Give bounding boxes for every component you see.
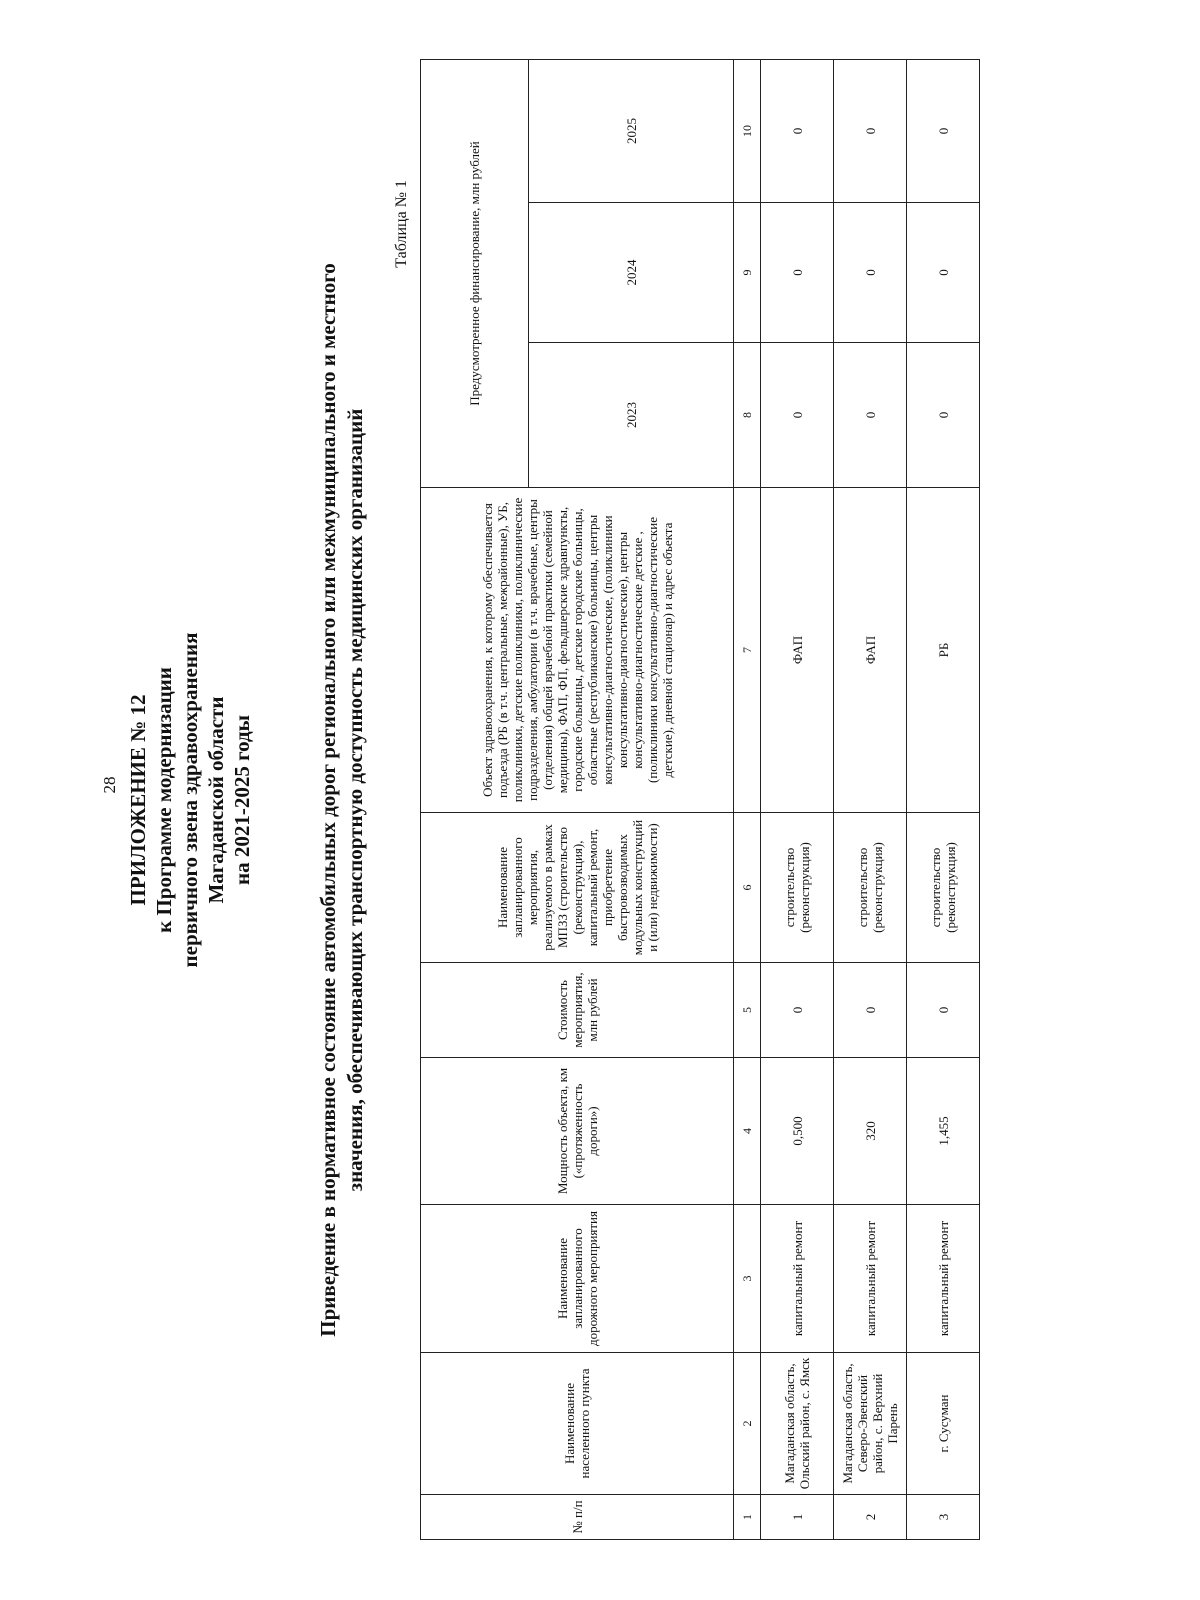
table-row (907, 59, 980, 1539)
title-line-2: значения, обеспечивающих транспортную доступность медицинских организаций (343, 408, 367, 1192)
cell-facility: ФАП (834, 488, 907, 813)
appendix-line: первичного звена здравоохранения (178, 632, 202, 968)
cell-2024: 0 (761, 203, 834, 343)
cell-num: 1 (761, 1495, 834, 1540)
cell-2025: 0 (907, 59, 980, 202)
document-sheet (0, 40, 1080, 1560)
cell-num: 2 (834, 1495, 907, 1540)
column-number: 3 (734, 1205, 761, 1353)
cell-road-activity: капитальный ремонт (834, 1205, 907, 1353)
cell-2023: 0 (761, 343, 834, 488)
appendix-line: Магаданской области (204, 696, 228, 904)
cell-settlement: г. Сусуман (907, 1353, 980, 1495)
cell-cost: 0 (761, 963, 834, 1058)
cell-cost: 0 (907, 963, 980, 1058)
appendix-line: на 2021-2025 годы (230, 714, 254, 886)
header-cell-year: 2024 (529, 203, 734, 343)
cell-2024: 0 (907, 203, 980, 343)
header-cell-funding: Предусмотренное финансирование, млн рублей (421, 59, 529, 487)
cell-2023: 0 (834, 343, 907, 488)
header-cell-capacity: Мощность объекта, км («протяженность дороги») (421, 1058, 734, 1205)
column-number: 9 (734, 203, 761, 343)
column-number: 6 (734, 813, 761, 963)
cell-num: 3 (907, 1495, 980, 1540)
roads-table (420, 59, 980, 1540)
cell-capacity: 0,500 (761, 1058, 834, 1205)
column-number: 5 (734, 963, 761, 1058)
column-number: 4 (734, 1058, 761, 1205)
column-number-row (734, 59, 761, 1539)
table-row (834, 59, 907, 1539)
header-cell-year: 2023 (529, 343, 734, 488)
header-cell-mpzz-activity: Наименование запланированного мероприятия, реализуемого в рамках МПЗЗ (строительство (реконструкция), капитальный ремонт, приобретение быстровозводимых модульных конструкций и (или) недвижимости) (421, 813, 734, 963)
header-cell-num: № п/п (421, 1495, 734, 1540)
header-cell-year: 2025 (529, 59, 734, 202)
title-line-1: Приведение в нормативное состояние автомобильных дорог регионального или межмуниципального и местного (316, 263, 340, 1337)
appendix-line: ПРИЛОЖЕНИЕ № 12 (126, 694, 150, 906)
cell-road-activity: капитальный ремонт (907, 1205, 980, 1353)
page-number: 28 (100, 776, 119, 794)
table-header-row (421, 59, 529, 1539)
cell-cost: 0 (834, 963, 907, 1058)
appendix-line: к Программе модернизации (152, 667, 176, 933)
cell-settlement: Магаданская область, Ольский район, с. Ямск (761, 1353, 834, 1495)
cell-mpzz-activity: строительство (реконструкция) (907, 813, 980, 963)
appendix-header (125, 40, 255, 1560)
cell-2025: 0 (761, 59, 834, 202)
cell-settlement: Магаданская область, Северо-Эвенский район, с. Верхний Парень (834, 1353, 907, 1495)
document-title (315, 100, 369, 1500)
header-cell-road-activity: Наименование запланированного дорожного мероприятия (421, 1205, 734, 1353)
column-number: 1 (734, 1495, 761, 1540)
column-number: 2 (734, 1353, 761, 1495)
cell-capacity: 1,455 (907, 1058, 980, 1205)
cell-facility: ФАП (761, 488, 834, 813)
column-number: 7 (734, 488, 761, 813)
table-row (761, 59, 834, 1539)
cell-mpzz-activity: строительство (реконструкция) (834, 813, 907, 963)
cell-mpzz-activity: строительство (реконструкция) (761, 813, 834, 963)
cell-facility: РБ (907, 488, 980, 813)
cell-capacity: 320 (834, 1058, 907, 1205)
header-cell-settlement: Наименование населенного пункта (421, 1353, 734, 1495)
cell-2024: 0 (834, 203, 907, 343)
cell-2023: 0 (907, 343, 980, 488)
header-cell-facility: Объект здравоохранения, к которому обеспечивается подъезда (РБ (в т.ч. центральные, межрайонные), УБ, поликлиники, детские поликлиники, поликлинические подразделения, амбулатории (в т.ч. врачебные, центры (отделения) общей врачебной практики (семейной медицины), ФАП, ФП, фельдшерские здравпункты, городские больницы, детские городские больницы, областные (республиканские) больницы, центры консультативно-диагностические, (поликлиники консультативно-диагностические), центры консультативно-диагностические детские , (поликлиники консультативно-диагностические детские), дневной стационар) и адрес объекта (421, 488, 734, 813)
column-number: 10 (734, 59, 761, 202)
cell-road-activity: капитальный ремонт (761, 1205, 834, 1353)
cell-2025: 0 (834, 59, 907, 202)
header-cell-cost: Стоимость мероприятия, млн рублей (421, 963, 734, 1058)
table-label: Таблица № 1 (393, 180, 410, 268)
column-number: 8 (734, 343, 761, 488)
